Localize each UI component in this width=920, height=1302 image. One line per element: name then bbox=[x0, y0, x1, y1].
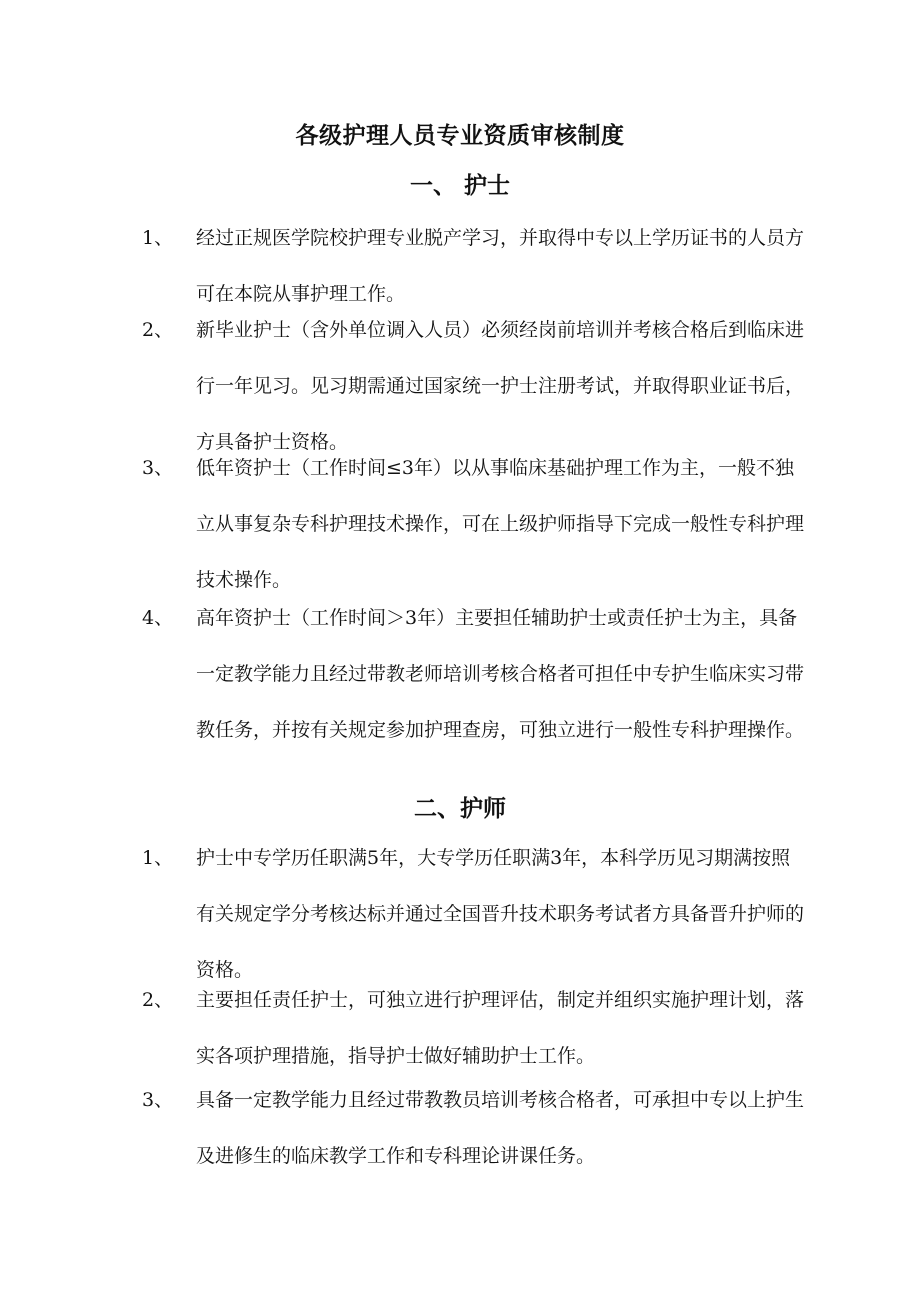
item-number: 2、 bbox=[142, 319, 174, 341]
item-number: 1、 bbox=[142, 847, 174, 869]
item-number: 2、 bbox=[142, 989, 174, 1011]
item-text: 高年资护士（工作时间＞3年）主要担任辅助护士或责任护士为主，具备一定教学能力且经过带教老师培训考核合格者可担任中专护生临床实习带教任务，并按有关规定参加护理查房，可独立进行一般性专科护理操作。 bbox=[196, 607, 805, 741]
document-title: 各级护理人员专业资质审核制度 bbox=[295, 122, 625, 149]
section-heading-senior-nurse: 二、护师 bbox=[414, 795, 506, 822]
item-text: 低年资护士（工作时间≤3年）以从事临床基础护理工作为主，一般不独立从事复杂专科护理技术操作，可在上级护师指导下完成一般性专科护理技术操作。 bbox=[196, 457, 805, 591]
item-text: 主要担任责任护士，可独立进行护理评估，制定并组织实施护理计划，落实各项护理措施，指导护士做好辅助护士工作。 bbox=[196, 989, 805, 1067]
section-heading-nurse: 一、 护士 bbox=[409, 172, 510, 199]
item-text: 经过正规医学院校护理专业脱产学习，并取得中专以上学历证书的人员方可在本院从事护理工作。 bbox=[196, 227, 805, 305]
item-number: 3、 bbox=[142, 457, 174, 479]
item-number: 3、 bbox=[142, 1089, 174, 1111]
item-text: 具备一定教学能力且经过带教教员培训考核合格者，可承担中专以上护生及进修生的临床教学工作和专科理论讲课任务。 bbox=[196, 1089, 805, 1167]
item-number: 1、 bbox=[142, 227, 174, 249]
item-text: 护士中专学历任职满5年，大专学历任职满3年，本科学历见习期满按照有关规定学分考核达标并通过全国晋升技术职务考试者方具备晋升护师的资格。 bbox=[196, 847, 805, 981]
item-number: 4、 bbox=[142, 607, 174, 629]
item-text: 新毕业护士（含外单位调入人员）必须经岗前培训并考核合格后到临床进行一年见习。见习期需通过国家统一护士注册考试，并取得职业证书后，方具备护士资格。 bbox=[196, 319, 805, 453]
